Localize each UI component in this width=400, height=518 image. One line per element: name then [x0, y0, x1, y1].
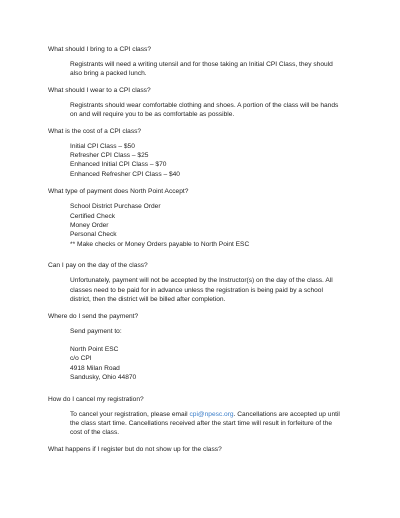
answer-line: also bring a packed lunch. [70, 70, 147, 78]
faq-answer-cancel [70, 410, 378, 438]
faq-answer-pay-day-of [70, 276, 378, 304]
faq-question-bring: What should I bring to a CPI class? [48, 46, 151, 53]
email-link[interactable]: cpi@npesc.org [189, 410, 234, 418]
faq-question-pay-day-of: Can I pay on the day of the class? [48, 262, 148, 270]
address-line: North Point ESC [70, 345, 119, 353]
payment-option: Certified Check [70, 212, 116, 220]
address-line: c/o CPI [70, 355, 92, 363]
payment-option: School District Purchase Order [70, 203, 161, 211]
price-line: Initial CPI Class – $50 [70, 142, 135, 150]
faq-question-cancel: How do I cancel my registration? [48, 395, 144, 403]
faq-answer-bring [70, 60, 378, 79]
faq-question-cost: What is the cost of a CPI class? [48, 127, 142, 135]
answer-line: Registrants will need a writing utensil and for those taking an Initial CPI Class, they should [70, 61, 333, 68]
payment-note: ** Make checks or Money Orders payable to North Point ESC [70, 240, 250, 248]
payment-option: Money Order [70, 222, 109, 230]
faq-question-no-show: What happens if I register but do not show up for the class? [48, 445, 222, 453]
spacer [70, 336, 378, 345]
answer-line: Registrants should wear comfortable clothing and shoes. A portion of the class will be hands [70, 101, 339, 109]
faq-question-send-payment: Where do I send the payment? [48, 312, 139, 320]
answer-line: Unfortunately, payment will not be accepted by the Instructor(s) on the day of the class. All [70, 277, 333, 285]
faq-question-wear: What should I wear to a CPI class? [48, 86, 151, 94]
send-to-label: Send payment to: [70, 327, 122, 335]
faq-list [48, 45, 378, 454]
payment-option: Personal Check [70, 231, 117, 239]
cancel-suffix: . Cancellations are accepted up until [233, 410, 340, 418]
answer-line: the class start time. Cancellations received after the start time will result in forfeiture of the [70, 419, 333, 427]
answer-line: classes need to be paid for in advance unless the registration is being paid by a school [70, 286, 323, 294]
cancel-prefix: To cancel your registration, please email [70, 410, 190, 418]
faq-answer-cost [70, 142, 378, 180]
address-line: Sandusky, Ohio 44870 [70, 374, 137, 382]
faq-question-payment-type: What type of payment does North Point Accept? [48, 188, 189, 196]
faq-answer-wear [70, 101, 378, 120]
price-line: Enhanced Refresher CPI Class – $40 [70, 170, 180, 178]
answer-line: cost of the class. [70, 429, 120, 437]
answer-line [70, 410, 378, 419]
address-line: 4918 Milan Road [70, 364, 120, 372]
faq-answer-payment-type [70, 202, 378, 249]
price-line: Enhanced Initial CPI Class – $70 [70, 161, 167, 169]
price-line: Refresher CPI Class – $25 [70, 152, 149, 160]
answer-line: district, then the district will be billed after completion. [70, 296, 226, 304]
answer-line: on and will require you to be as comfortable as possible. [70, 111, 235, 119]
faq-answer-send-payment [70, 327, 378, 383]
